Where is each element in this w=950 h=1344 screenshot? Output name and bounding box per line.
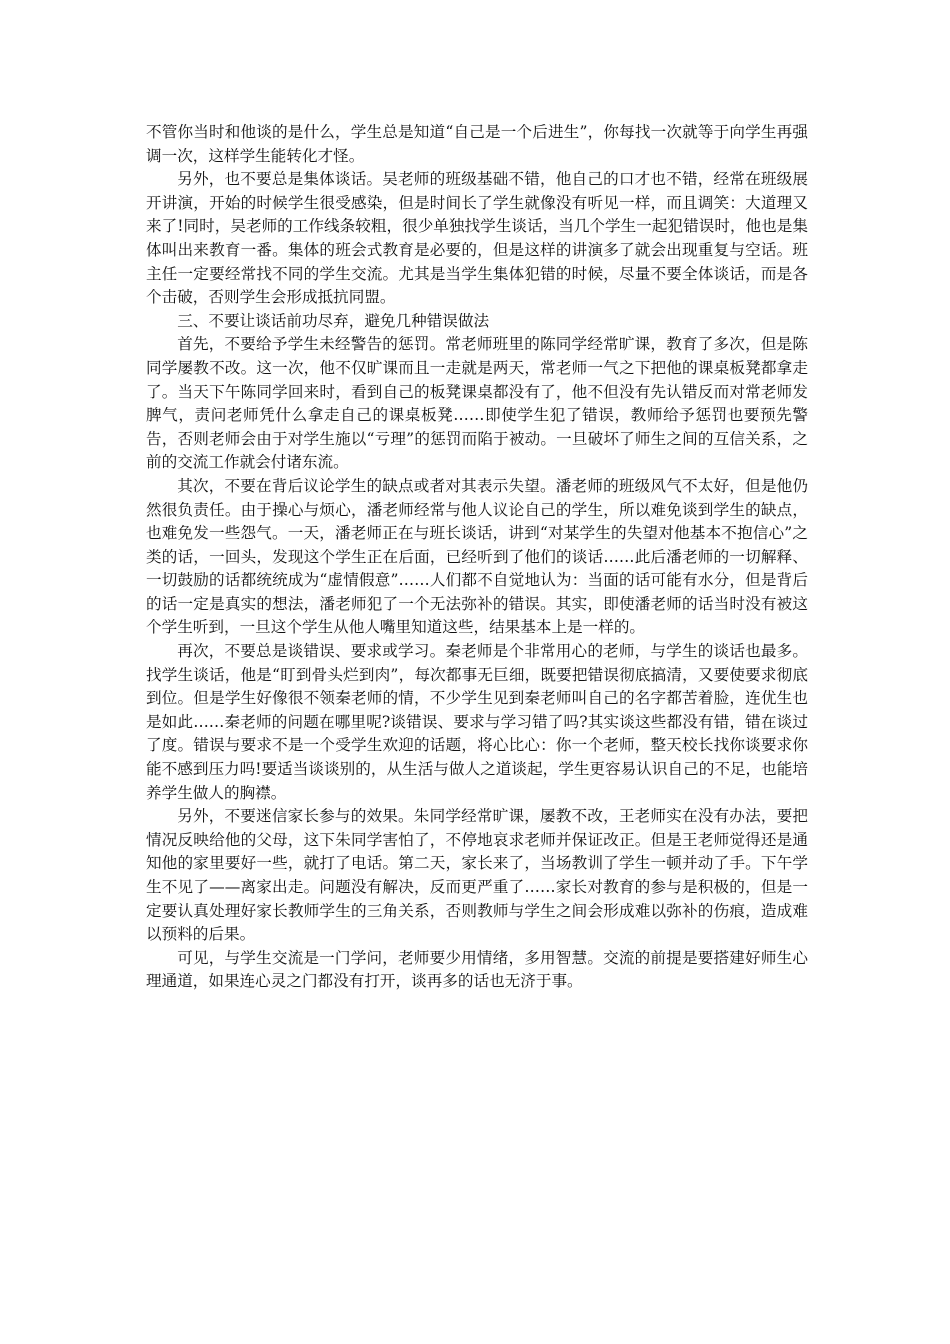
paragraph: 再次，不要总是谈错误、要求或学习。秦老师是个非常用心的老师，与学生的谈话也最多。找学生谈话，他是“盯到骨头烂到肉”，每次都事无巨细，既要把错误彻底搞清，又要使要求彻底到位。但是学生好像很不领秦老师的情，不少学生见到秦老师叫自己的名字都苦着脸，连优生也是如此……秦老师的问题在哪里呢?谈错误、要求与学习错了吗?其实谈这些都没有错，错在谈过了度。错误与要求不是一个受学生欢迎的话题，将心比心：你一个老师，整天校长找你谈要求你能不感到压力吗!要适当谈谈别的，从生活与做人之道谈起，学生更容易认识自己的不足，也能培养学生做人的胸襟。 — [146, 642, 808, 802]
paragraph: 首先，不要给予学生未经警告的惩罚。常老师班里的陈同学经常旷课，教育了多次，但是陈同学屡教不改。这一次，他不仅旷课而且一走就是两天，常老师一气之下把他的课桌板凳都拿走了。当天下午陈同学回来时，看到自己的板凳课桌都没有了，他不但没有先认错反而对常老师发脾气，责问老师凭什么拿走自己的课桌板凳……即使学生犯了错误，教师给予惩罚也要预先警告，否则老师会由于对学生施以“亏理”的惩罚而陷于被动。一旦破坏了师生之间的互信关系，之前的交流工作就会付诸东流。 — [146, 335, 808, 472]
document-page — [146, 121, 808, 994]
paragraph: 另外，不要迷信家长参与的效果。朱同学经常旷课，屡教不改，王老师实在没有办法，要把情况反映给他的父母，这下朱同学害怕了，不停地哀求老师并保证改正。但是王老师觉得还是通知他的家里要好一些，就打了电话。第二天，家长来了，当场教训了学生一顿并动了手。下午学生不见了——离家出走。问题没有解决，反而更严重了……家长对教育的参与是积极的，但是一定要认真处理好家长教师学生的三角关系，否则教师与学生之间会形成难以弥补的伤痕，造成难以预料的后果。 — [146, 807, 808, 944]
paragraph: 另外，也不要总是集体谈话。吴老师的班级基础不错，他自己的口才也不错，经常在班级展开讲演，开始的时候学生很受感染，但是时间长了学生就像没有听见一样，而且调笑：大道理又来了!同时，吴老师的工作线条较粗，很少单独找学生谈话，当几个学生一起犯错误时，他也是集体叫出来教育一番。集体的班会式教育是必要的，但是这样的讲演多了就会出现重复与空话。班主任一定要经常找不同的学生交流。尤其是当学生集体犯错的时候，尽量不要全体谈话，而是各个击破，否则学生会形成抵抗同盟。 — [146, 170, 808, 307]
paragraph: 不管你当时和他谈的是什么，学生总是知道“自己是一个后进生”，你每找一次就等于向学生再强调一次，这样学生能转化才怪。 — [146, 123, 808, 165]
paragraph: 可见，与学生交流是一门学问，老师要少用情绪，多用智慧。交流的前提是要搭建好师生心理通道，如果连心灵之门都没有打开，谈再多的话也无济于事。 — [146, 948, 808, 991]
section-heading: 三、不要让谈话前功尽弃，避免几种错误做法 — [177, 311, 490, 330]
paragraph: 其次，不要在背后议论学生的缺点或者对其表示失望。潘老师的班级风气不太好，但是他仍然很负责任。由于操心与烦心，潘老师经常与他人议论自己的学生，所以难免谈到学生的缺点，也难免发一些怨气。一天，潘老师正在与班长谈话，讲到“对某学生的失望对他基本不抱信心”之类的话，一回头，发现这个学生正在后面，已经听到了他们的谈话……此后潘老师的一切解释、一切鼓励的话都统统成为“虚情假意”……人们都不自觉地认为：当面的话可能有水分，但是背后的话一定是真实的想法，潘老师犯了一个无法弥补的错误。其实，即使潘老师的话当时没有被这个学生听到，一旦这个学生从他人嘴里知道这些，结果基本上是一样的。 — [146, 476, 808, 637]
